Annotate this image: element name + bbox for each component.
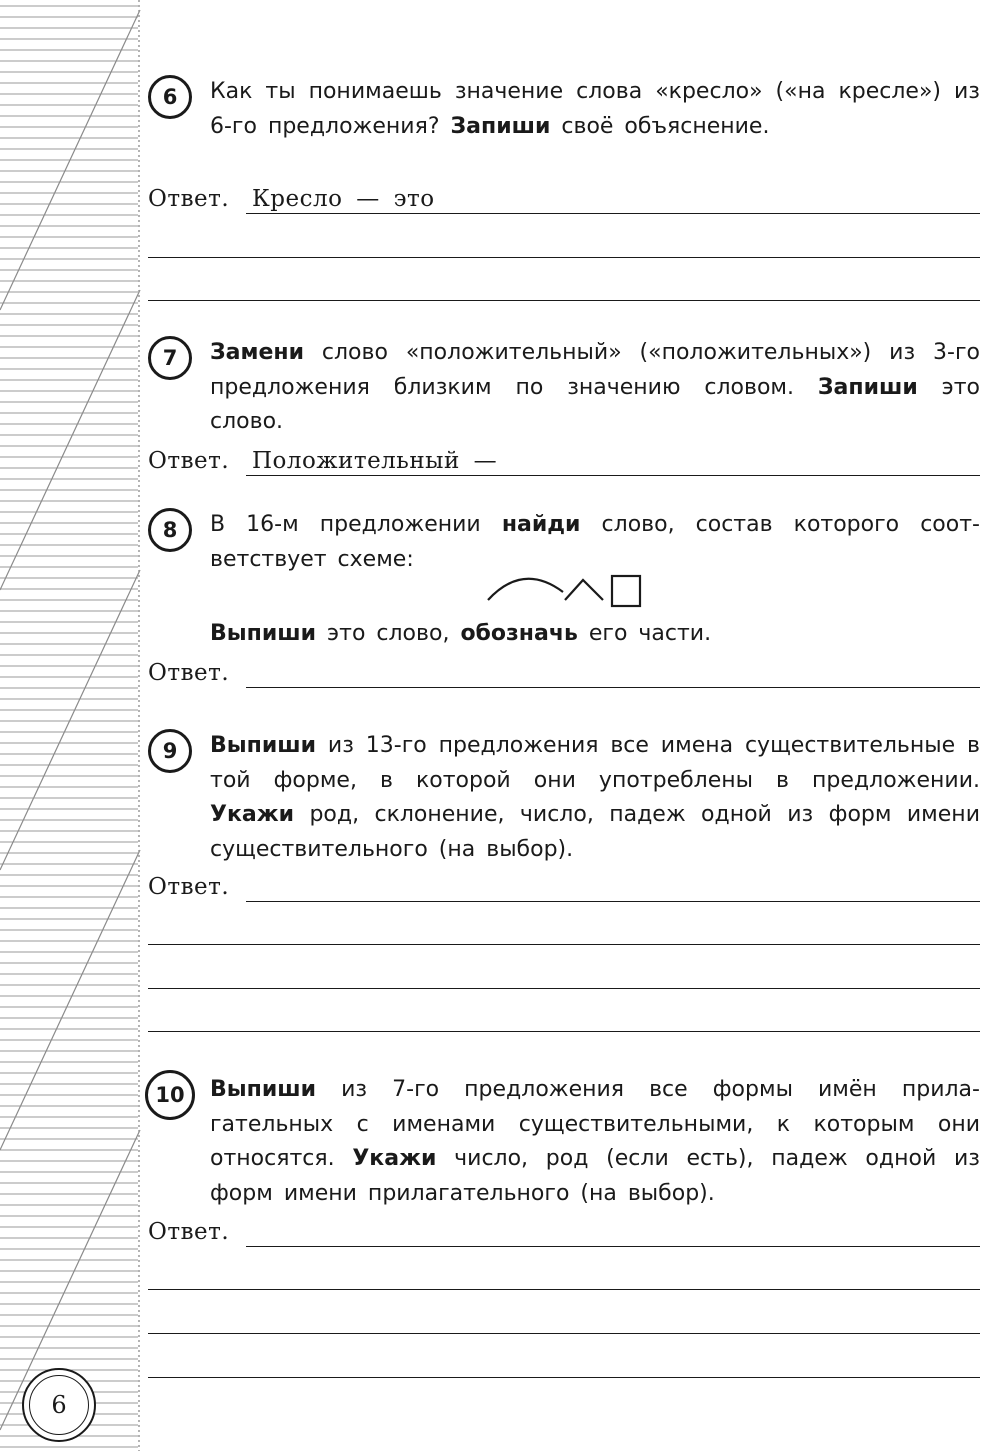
- answer-line[interactable]: [148, 257, 980, 258]
- margin-ruling: [0, 0, 142, 1451]
- answer-line[interactable]: [148, 300, 980, 301]
- answer-line[interactable]: [148, 1333, 980, 1334]
- task-question: В 16-м предложении найди слово, состав которого соответствует схеме:: [210, 512, 980, 572]
- answer-line[interactable]: [148, 1031, 980, 1032]
- task-number-badge: 8: [148, 508, 192, 552]
- task-question: Как ты понимаешь значение слова «кресло» («на кресле») из 6-го предложения? Запиши своё объяснение.: [210, 79, 980, 139]
- answer-row[interactable]: [148, 178, 980, 214]
- answer-prefill: Кресло — это: [252, 186, 435, 212]
- answer-label: Ответ.: [148, 660, 230, 686]
- task-number-badge: 9: [148, 729, 192, 773]
- answer-row[interactable]: [148, 652, 980, 688]
- answer-label: Ответ.: [148, 1219, 230, 1245]
- answer-line[interactable]: [246, 475, 980, 476]
- answer-line[interactable]: [246, 213, 980, 214]
- task-question: Замени слово «положительный» («положительных») из 3-го предложения близким по значению словом. Запиши это слово.: [210, 340, 980, 434]
- answer-line[interactable]: [148, 1377, 980, 1378]
- task-number-badge: 7: [148, 336, 192, 380]
- task-7: [148, 336, 980, 440]
- task-8: [148, 508, 980, 577]
- task-question: Выпиши из 13-го предложения все имена существительные в той форме, в которой они употреблены в предложении. Укажи род, склонение, число, падеж одной из форм имени существительного (на выбор).: [210, 733, 980, 862]
- answer-line[interactable]: [148, 988, 980, 989]
- answer-label: Ответ.: [148, 448, 230, 474]
- answer-label: Ответ.: [148, 874, 230, 900]
- answer-prefill: Положительный —: [252, 448, 498, 474]
- page-number-label: 6: [51, 1391, 67, 1419]
- task-question: Выпиши из 7-го предложения все формы имён прилагательных с именами существительными, к которым они относятся. Укажи число, род (если есть), падеж одной из форм имени прилагательного (на выбор).: [210, 1077, 980, 1206]
- answer-line[interactable]: [148, 1289, 980, 1290]
- answer-row[interactable]: [148, 440, 980, 476]
- task-6: [148, 75, 980, 144]
- answer-line[interactable]: [148, 944, 980, 945]
- task-number-badge: 10: [145, 1070, 195, 1120]
- answer-row[interactable]: [148, 1211, 980, 1247]
- task-10: [148, 1073, 980, 1211]
- answer-row[interactable]: [148, 866, 980, 902]
- word-structure-scheme-icon: [485, 570, 645, 612]
- answer-line[interactable]: [246, 687, 980, 688]
- task-instruction: Выпиши это слово, обозначь его части.: [210, 621, 712, 646]
- answer-label: Ответ.: [148, 186, 230, 212]
- answer-line[interactable]: [246, 901, 980, 902]
- task-9: [148, 729, 980, 867]
- answer-line[interactable]: [246, 1246, 980, 1247]
- task-number-badge: 6: [148, 75, 192, 119]
- page-number: [22, 1368, 96, 1442]
